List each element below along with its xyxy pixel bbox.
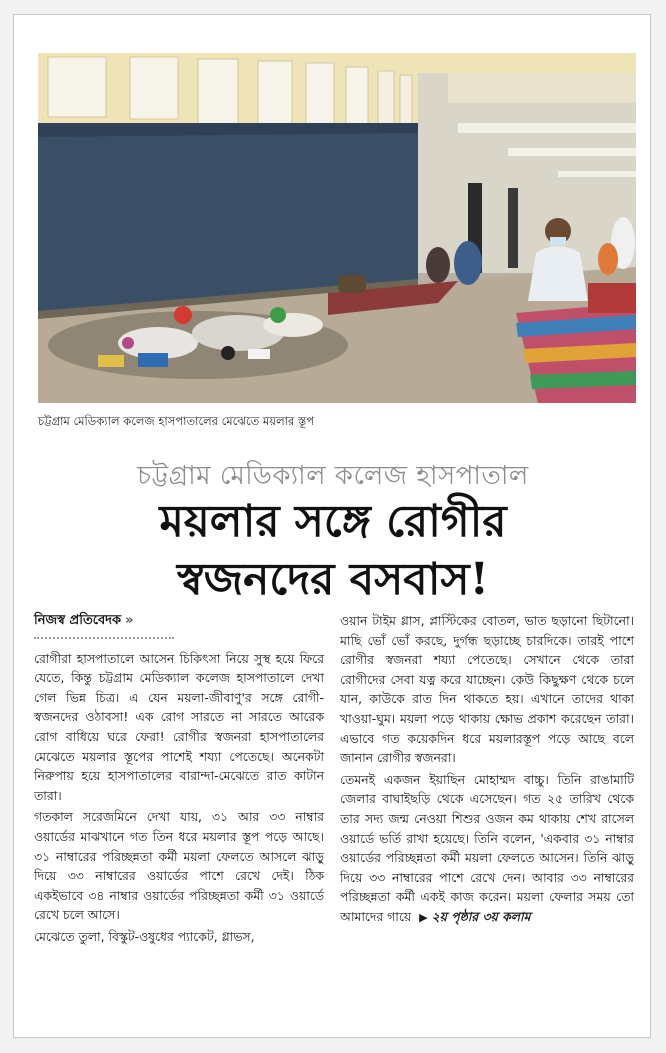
byline-text: নিজস্ব প্রতিবেদক [34,613,122,628]
article-column-left [34,611,324,947]
continuation-note: ২য় পৃষ্ঠার ৩য় কলাম [431,908,531,924]
jump-arrow-icon: ▶ [419,910,428,924]
headline-line-1: ময়লার সঙ্গে রোগীর [159,496,507,547]
paragraph-with-jump [340,770,634,928]
paragraph: ওয়ান টাইম গ্লাস, প্লাস্টিকের বোতল, ভাত ছড়ানো ছিটানো। মাছি ভোঁ ভোঁ করছে, দুর্গন্ধ ছড়াচ্ছে চারদিকে। তারই পাশে রোগীর স্বজনরা শয্যা পেতেছে। সেখানে থেকে তারা রোগীদের সেবা যত্ন করে যাচ্ছেন। কেউ কিছুক্ষণ থেকে চলে যান, কাউকে রাত দিন থাকতে হয়। এখানে তাদের থাকা খাওয়া-ঘুম। ময়লা পড়ে থাকায় ক্ষোভ প্রকাশ করেছেন তারা। এভাবে গত কয়েকদিন ধরে ময়লারস্তূপ পড়ে আছে বলে জানান রোগীর স্বজনরা। [340,613,634,766]
headline [14,493,652,609]
article-column-right [340,611,634,928]
paragraph: মেঝেতে তুলা, বিস্কুট-ওষুধের প্যাকেট, গ্লাভস, [34,928,255,944]
photo-caption: চট্টগ্রাম মেডিক্যাল কলেজ হাসপাতালের মেঝেতে ময়লার স্তূপ [38,414,315,428]
hospital-floor-photo [38,53,636,403]
headline-line-2: স্বজনদের বসবাস! [177,554,489,605]
paragraph-text: তেমনই একজন ইয়াছিন মোহাম্মদ বাচ্চু। তিনি রাঙামাটি জেলার বাঘাইছড়ি থেকে এসেছেন। গত ২৫ তারিখ থেকে তার সদ্য জন্ম নেওয়া শিশুর ওজন কম থাকায় শেখ রাসেল ওয়ার্ডে ভর্তি রাখা হয়েছে। তিনি বলেন, 'একবার ৩১ নাম্বার ওয়ার্ডের পরিচ্ছন্নতা কর্মী ময়লা ফেলতে আসেন। তিনি ঝাড়ু দিয়ে ৩৩ নাম্বারের পাশে রেখে দেন। আবার ৩৩ নাম্বারের পরিচ্ছন্নতা কর্মী একই কাজ করেন। ময়লা ফেলার সময় তো আমাদের গায়ে [340,771,634,924]
byline-marker: » [125,613,134,628]
headline-kicker: চট্টগ্রাম মেডিক্যাল কলেজ হাসপাতাল [137,461,529,491]
news-clipping [13,14,651,1038]
paragraph: রোগীরা হাসপাতালে আসেন চিকিৎসা নিয়ে সুস্থ হয়ে ফিরে যেতে, কিন্তু চট্টগ্রাম মেডিক্যাল কলেজ হাসপাতালে দেখা গেল ভিন্ন চিত্র। এ যেন ময়লা-জীবাণু'র সঙ্গে রোগী-স্বজনদের ওঠাবসা! এক রোগ সারতে না সারতে আরেক রোগ বাধিয়ে ঘরে ফেরা! রোগীর স্বজনরা হাসপাতালের মেঝেতে ময়লার স্তূপের পাশেই শয্যা পেতেছে। অনেকটা নিরুপায় হয়ে হাসপাতালের বারান্দা-মেঝেতে রাত কাটান তারা। [34,650,324,803]
byline [34,611,174,639]
photo-illustration [38,53,636,403]
paragraph: গতকাল সরেজমিনে দেখা যায়, ৩১ আর ৩৩ নাম্বার ওয়ার্ডের মাঝখানে গত তিন ধরে ময়লার স্তূপ পড়ে আছে। ৩১ নাম্বারের পরিচ্ছন্নতা কর্মী ময়লা ফেলতে আসলে ঝাড়ু দিয়ে ৩৩ নাম্বারের ওয়ার্ডের পাশে রেখে দেই। ঠিক একইভাবে ৩৪ নাম্বার ওয়ার্ডের পরিচ্ছন্নতা কর্মী ৩১ ওয়ার্ডে রেখে চলে আসে। [34,809,324,923]
